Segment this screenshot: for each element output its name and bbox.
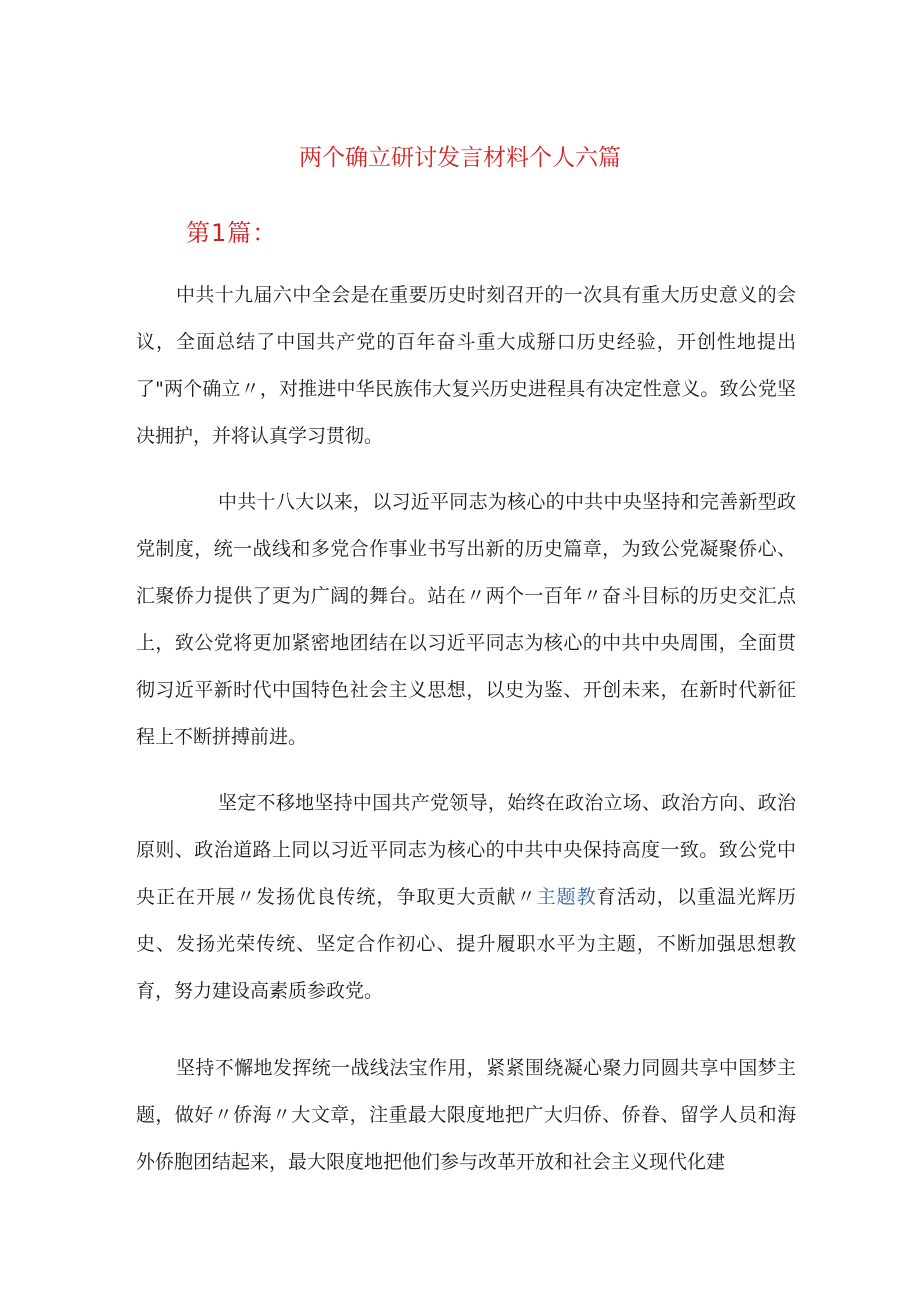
section-heading: 第1篇： bbox=[186, 219, 278, 247]
document-title: 两个确立研讨发言材料个人六篇 bbox=[299, 145, 621, 171]
paragraph-4: 坚持不懈地发挥统一战线法宝作用，紧紧围绕凝心聚力同圆共享中国梦主题，做好〃侨海〃大文章，注重最大限度地把广大归侨、侨眷、留学人员和海外侨胞团结起来，最大限度地把他们参与改革开放和社会主义现代化建 bbox=[136, 1057, 796, 1173]
theme-education-link[interactable]: 主题教 bbox=[536, 886, 597, 908]
paragraph-1: 中共十九届六中全会是在重要历史时刻召开的一次具有重大历史意义的会议，全面总结了中国共产党的百年奋斗重大成掰口历史经验，开创性地提出了"两个确立〃，对推进中华民族伟大复兴历史进程具有决定性意义。致公党坚决拥护，并将认真学习贯彻。 bbox=[136, 284, 796, 447]
paragraph-3 bbox=[136, 780, 796, 1015]
paragraph-3-text-after: 育活动，以重温光辉历史、发扬光荣传统、坚定合作初心、提升履职水平为主题，不断加强思想教育，努力建设高素质参政党。 bbox=[136, 886, 796, 1002]
paragraph-3-text-before: 坚定不移地坚持中国共产党领导，始终在政治立场、政治方向、政治原则、政治道路上同以习近平同志为核心的中共中央保持高度一致。致公党中央正在开展〃发扬优良传统，争取更大贡献〃 bbox=[136, 792, 796, 908]
paragraph-2: 中共十八大以来，以习近平同志为核心的中共中央坚持和完善新型政党制度，统一战线和多党合作事业书写出新的历史篇章，为致公党凝聚侨心、汇聚侨力提供了更为广阔的舞台。站在〃两个一百年〃奋斗目标的历史交汇点上，致公党将更加紧密地团结在以习近平同志为核心的中共中央周围，全面贯彻习近平新时代中国特色社会主义思想，以史为鉴、开创未来，在新时代新征程上不断拼搏前进。 bbox=[136, 491, 796, 748]
